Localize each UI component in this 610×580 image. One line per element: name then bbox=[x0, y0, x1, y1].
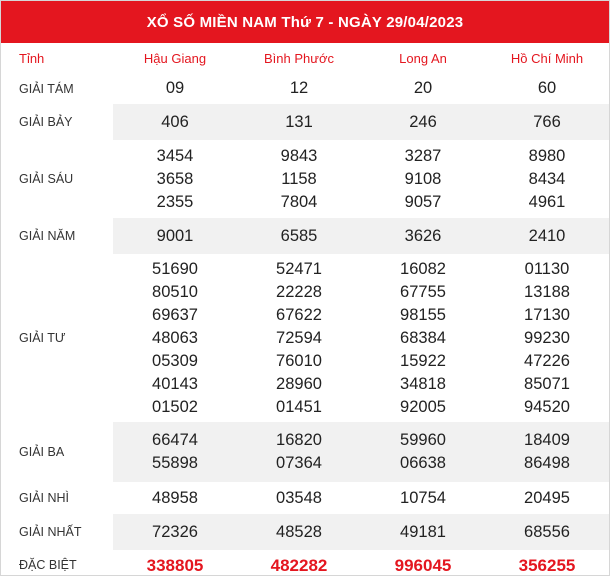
jackpot-number: 356255 bbox=[518, 555, 576, 575]
prize-cell bbox=[113, 254, 237, 422]
prize-cell bbox=[361, 73, 485, 104]
prize-row-giai-nhat bbox=[1, 514, 609, 550]
prize-number: 246 bbox=[409, 112, 437, 131]
prize-cell bbox=[113, 104, 237, 140]
prize-row-giai-ba bbox=[1, 422, 609, 482]
prize-cell bbox=[361, 218, 485, 254]
prize-number: 8434 bbox=[528, 169, 566, 188]
prize-number: 3287 bbox=[404, 146, 442, 165]
prize-number: 20495 bbox=[524, 488, 570, 507]
prize-number: 48528 bbox=[276, 522, 322, 541]
prize-number: 99230 bbox=[524, 328, 570, 347]
prize-number: 16082 bbox=[400, 259, 446, 278]
prize-cell bbox=[485, 254, 609, 422]
prize-cell bbox=[113, 514, 237, 550]
prize-label: GIẢI TƯ bbox=[19, 331, 66, 345]
prize-number: 17130 bbox=[524, 305, 570, 324]
prize-label: GIẢI TÁM bbox=[19, 81, 74, 96]
prize-cell bbox=[485, 218, 609, 254]
prize-number: 3626 bbox=[404, 226, 442, 245]
prize-number: 20 bbox=[413, 79, 433, 97]
prize-number: 69637 bbox=[152, 305, 198, 324]
prize-number: 10754 bbox=[400, 488, 446, 507]
prize-number: 40143 bbox=[152, 374, 198, 393]
prize-row-giai-tu bbox=[1, 254, 609, 422]
prize-number: 2355 bbox=[156, 192, 194, 211]
prize-number: 47226 bbox=[524, 351, 570, 370]
prize-number: 18409 bbox=[524, 431, 570, 449]
prize-number: 72326 bbox=[152, 522, 198, 541]
prize-number: 68556 bbox=[524, 522, 570, 541]
prize-number: 68384 bbox=[400, 328, 446, 347]
prize-number: 15922 bbox=[400, 351, 446, 370]
prize-number: 6585 bbox=[280, 226, 318, 245]
prize-label: GIẢI NHÌ bbox=[19, 491, 70, 505]
prize-number: 80510 bbox=[152, 282, 198, 301]
prize-number: 76010 bbox=[276, 351, 322, 370]
prize-cell bbox=[485, 422, 609, 482]
prize-cell bbox=[361, 482, 485, 514]
prize-row-giai-bay bbox=[1, 104, 609, 140]
column-header-binh-phuoc[interactable]: Bình Phước bbox=[264, 50, 334, 66]
prize-number: 72594 bbox=[276, 328, 322, 347]
jackpot-number: 482282 bbox=[270, 555, 328, 575]
prize-number: 07364 bbox=[276, 454, 322, 472]
prize-cell bbox=[113, 218, 237, 254]
prize-number: 766 bbox=[533, 112, 561, 131]
prize-number: 3454 bbox=[156, 146, 194, 165]
prize-number: 34818 bbox=[400, 374, 446, 393]
results-header bbox=[1, 1, 609, 43]
prize-number: 60 bbox=[537, 79, 557, 97]
prize-number: 4961 bbox=[528, 192, 566, 211]
prize-number: 01502 bbox=[152, 397, 198, 416]
prize-row-giai-sau bbox=[1, 140, 609, 218]
prize-number: 3658 bbox=[156, 169, 194, 188]
prize-cell bbox=[113, 73, 237, 104]
prize-label: GIẢI BA bbox=[1, 422, 113, 482]
prize-cell bbox=[361, 140, 485, 218]
prize-number: 52471 bbox=[276, 259, 322, 278]
prize-number: 2410 bbox=[528, 226, 566, 245]
prize-number: 01130 bbox=[524, 259, 570, 278]
prize-number: 9843 bbox=[280, 146, 318, 165]
prize-number: 67622 bbox=[276, 305, 322, 324]
prize-number: 7804 bbox=[280, 192, 318, 211]
table-header-row bbox=[1, 43, 609, 73]
prize-number: 131 bbox=[285, 112, 313, 131]
prize-number: 406 bbox=[161, 112, 189, 131]
prize-cell bbox=[485, 140, 609, 218]
prize-cell bbox=[237, 140, 361, 218]
prize-number: 85071 bbox=[524, 374, 570, 393]
column-header-hau-giang[interactable]: Hậu Giang bbox=[143, 50, 207, 66]
prize-number: 16820 bbox=[276, 431, 322, 449]
prize-cell bbox=[485, 104, 609, 140]
prize-cell bbox=[237, 482, 361, 514]
prize-label: GIẢI SÁU bbox=[19, 172, 74, 186]
prize-number: 92005 bbox=[400, 397, 446, 416]
prize-number: 66474 bbox=[152, 431, 198, 449]
prize-number: 49181 bbox=[400, 522, 446, 541]
results-title: XỔ SỐ MIỀN NAM Thứ 7 - NGÀY 29/04/2023 bbox=[146, 13, 464, 31]
prize-number: 12 bbox=[289, 79, 309, 97]
prize-label: GIẢI NĂM bbox=[1, 218, 113, 254]
prize-number: 9057 bbox=[404, 192, 442, 211]
prize-cell bbox=[237, 514, 361, 550]
prize-cell bbox=[361, 514, 485, 550]
prize-number: 94520 bbox=[524, 397, 570, 416]
prize-row-giai-nhi bbox=[1, 482, 609, 514]
prize-number: 28960 bbox=[276, 374, 322, 393]
prize-cell bbox=[113, 482, 237, 514]
prize-number: 86498 bbox=[524, 454, 570, 472]
prize-number: 03548 bbox=[276, 488, 322, 507]
column-header-province: Tỉnh bbox=[19, 50, 45, 66]
prize-cell bbox=[485, 73, 609, 104]
prize-number: 48063 bbox=[152, 328, 198, 347]
prize-label: GIẢI BẢY bbox=[1, 104, 113, 140]
prize-number: 05309 bbox=[152, 351, 198, 370]
prize-number: 55898 bbox=[152, 454, 198, 472]
prize-number: 01451 bbox=[276, 397, 322, 416]
prize-cell bbox=[237, 73, 361, 104]
jackpot-number: 996045 bbox=[394, 555, 452, 575]
prize-number: 09 bbox=[165, 79, 185, 97]
prize-cell bbox=[361, 422, 485, 482]
prize-number: 06638 bbox=[400, 454, 446, 472]
prize-number: 8980 bbox=[528, 146, 566, 165]
prize-number: 22228 bbox=[276, 282, 322, 301]
prize-number: 9108 bbox=[404, 169, 442, 188]
prize-number: 67755 bbox=[400, 282, 446, 301]
prize-cell bbox=[113, 422, 237, 482]
prize-cell bbox=[237, 218, 361, 254]
column-header-long-an[interactable]: Long An bbox=[399, 50, 447, 66]
prize-number: 48958 bbox=[152, 488, 198, 507]
prize-label: GIẢI NHẤT bbox=[1, 514, 113, 550]
prize-number: 51690 bbox=[152, 259, 198, 278]
prize-cell bbox=[237, 254, 361, 422]
prize-cell bbox=[237, 104, 361, 140]
results-table bbox=[1, 43, 609, 580]
prize-cell bbox=[485, 514, 609, 550]
prize-cell bbox=[237, 422, 361, 482]
prize-number: 1158 bbox=[281, 169, 317, 188]
prize-cell bbox=[361, 254, 485, 422]
prize-cell bbox=[485, 482, 609, 514]
prize-number: 59960 bbox=[400, 431, 446, 449]
column-header-ho-chi-minh[interactable]: Hồ Chí Minh bbox=[510, 50, 584, 66]
prize-row-giai-tam bbox=[1, 73, 609, 104]
prize-number: 9001 bbox=[156, 226, 194, 245]
prize-number: 13188 bbox=[524, 282, 570, 301]
prize-number: 98155 bbox=[400, 305, 446, 324]
prize-row-giai-nam bbox=[1, 218, 609, 254]
prize-cell bbox=[361, 104, 485, 140]
prize-label: ĐẶC BIỆT bbox=[19, 558, 77, 572]
prize-cell bbox=[113, 140, 237, 218]
jackpot-number: 338805 bbox=[146, 555, 204, 575]
